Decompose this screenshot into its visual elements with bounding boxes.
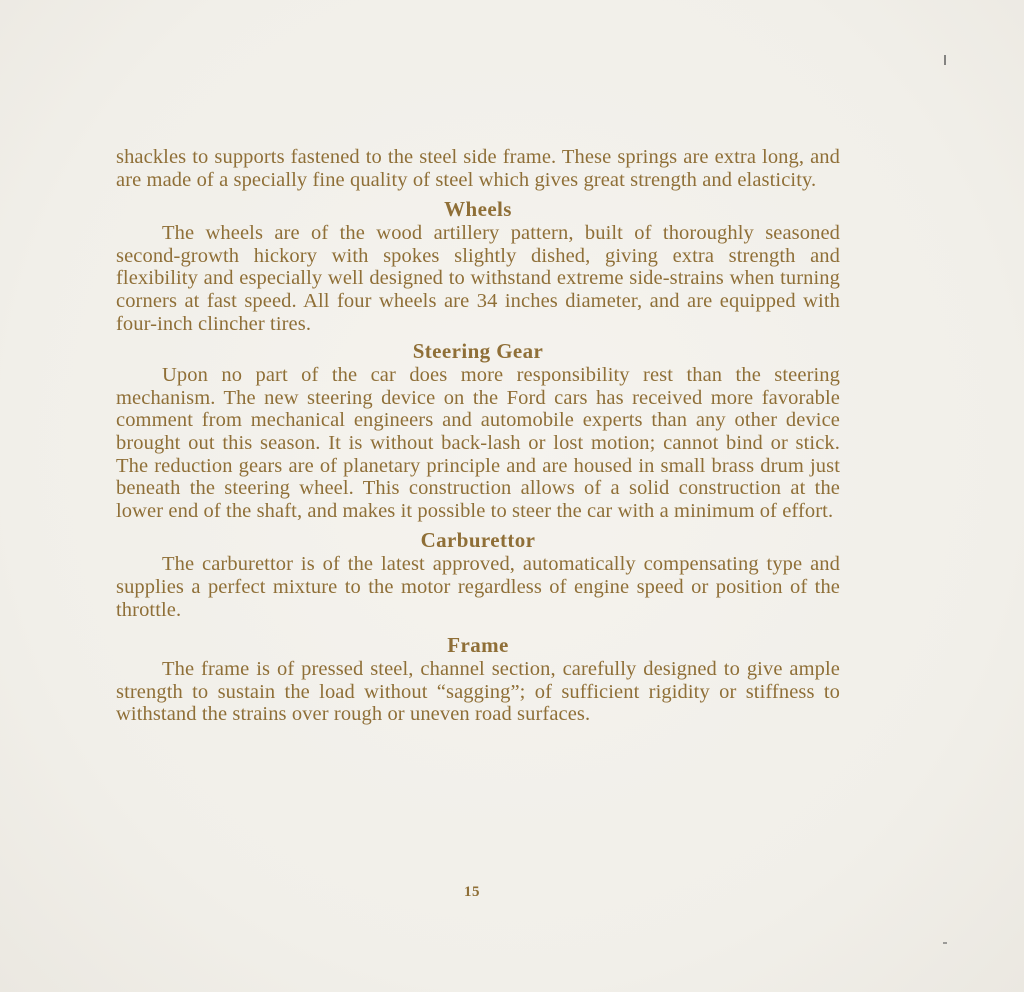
section-paragraph-steering-gear: Upon no part of the car does more responsibility rest than the steering mechanism. The new steering device on the Ford cars has received more favorable comment from mechanical engineers and automobile experts than any other device brought out this season. It is without back-lash or lost motion; cannot bind or stick. The reduction gears are of planetary principle and are housed in small brass drum just beneath the steering wheel. This construction allows of a solid construction at the lower end of the shaft, and makes it possible to steer the car with a minimum of effort. (116, 364, 840, 522)
margin-mark-bottom (943, 942, 947, 944)
intro-paragraph: shackles to supports fastened to the steel side frame. These springs are extra long, and are made of a specially fine quality of steel which gives great strength and elasticity. (116, 146, 840, 191)
page-body (116, 146, 840, 726)
section-heading-carburettor: Carburettor (420, 528, 536, 553)
section-paragraph-wheels: The wheels are of the wood artillery pattern, built of thoroughly seasoned second-growth hickory with spokes slightly dished, giving extra strength and flexibility and especially well designed to withstand extreme side-strains when turning corners at fast speed. All four wheels are 34 inches diameter, and are equipped with four-inch clincher tires. (116, 222, 840, 335)
section-paragraph-carburettor: The carburettor is of the latest approved, automatically compensating type and supplies a perfect mixture to the motor regardless of engine speed or position of the throttle. (116, 553, 840, 621)
section-paragraph-frame: The frame is of pressed steel, channel section, carefully designed to give ample strength to sustain the load without “sagging”; of sufficient rigidity or stiffness to withstand the strains over rough or uneven road surfaces. (116, 658, 840, 726)
margin-mark-top (944, 55, 946, 65)
section-heading-wheels: Wheels (444, 197, 512, 222)
section-heading-steering-gear: Steering Gear (412, 339, 544, 364)
page-number: 15 (464, 884, 480, 900)
section-heading-frame: Frame (447, 633, 509, 658)
